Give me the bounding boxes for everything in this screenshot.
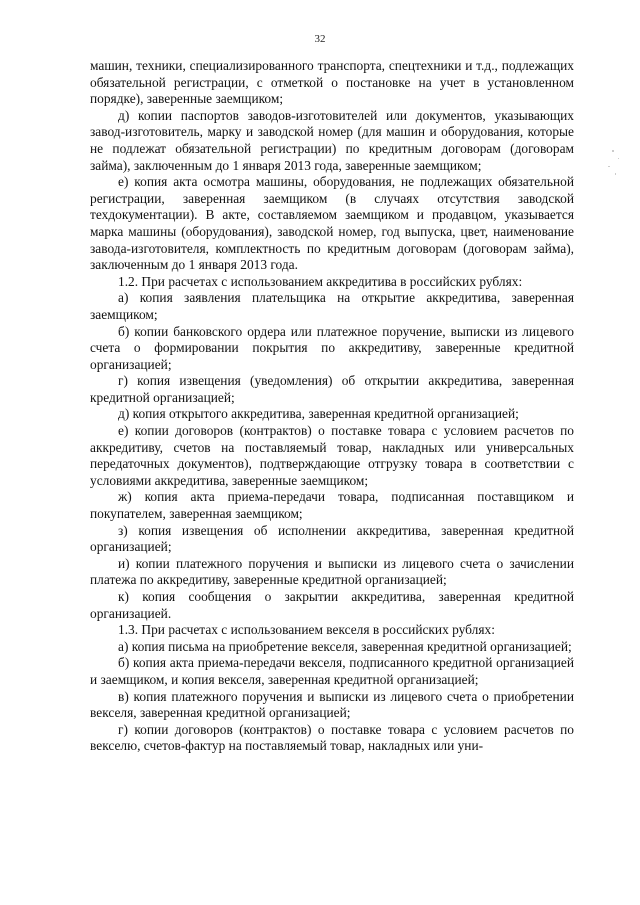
paragraph-item-b2: б) копия акта приема-передачи векселя, подписанного кредитной организацией и заемщиком, и копия векселя, заверенная кредитной организацией;	[90, 655, 574, 687]
scan-speck	[608, 166, 610, 167]
paragraph-item-g2: г) копии договоров (контрактов) о поставке товара с условием расчетов по векселю, счетов-фактур на поставляемый товар, накладных или уни-	[90, 721, 574, 754]
paragraph-item-g: г) копия извещения (уведомления) об открытии аккредитива, заверенная кредитной организацией;	[90, 373, 574, 405]
scan-speck	[618, 158, 619, 159]
paragraph-item-a: а) копия заявления плательщика на открытие аккредитива, заверенная заемщиком;	[90, 290, 574, 322]
paragraph-item-i: и) копии платежного поручения и выписки из лицевого счета о зачислении платежа по аккредитиву, заверенные кредитной организацией;	[90, 555, 574, 588]
paragraph-item-e: е) копия акта осмотра машины, оборудования, не подлежащих обязательной регистрации, заверенная заемщиком (в случаях отсутствия заводской техдокументации). В акте, составляемом заемщиком и продавцом, указывается марка машины (оборудования), заводской номер, год выпуска, цвет, наименование завода-изготовителя, комплектность по кредитным договорам (договорам займа), заключенным до 1 января 2013 года.	[90, 174, 574, 273]
paragraph-item-v: в) копия платежного поручения и выписки из лицевого счета о приобретении векселя, заверенная кредитной организацией;	[90, 688, 574, 721]
body-text	[90, 58, 574, 755]
paragraph-item-e2: е) копии договоров (контрактов) о поставке товара с условием расчетов по аккредитиву, счетов на поставляемый товар, накладных или универсальных передаточных документов), подтверждающие отгрузку товара в соответствии с условиями аккредитива, заверенные заемщиком;	[90, 423, 574, 488]
paragraph-item-a2: а) копия письма на приобретение векселя, заверенная кредитной организацией;	[118, 638, 572, 654]
paragraph-item-d: д) копии паспортов заводов-изготовителей или документов, указывающих завод-изготовитель, марку и заводской номер (для машин и оборудования, которые не подлежат обязательной регистрации) по кредитным договорам (договорам займа), заключенным до 1 января 2013 года, заверенные заемщиком;	[90, 107, 574, 173]
paragraph-item-d2: д) копия открытого аккредитива, заверенная кредитной организацией;	[118, 406, 519, 422]
section-heading-1-2: 1.2. При расчетах с использованием аккредитива в российских рублях:	[118, 273, 523, 289]
paragraph-item-b: б) копии банковского ордера или платежное поручение, выписки из лицевого счета о формировании покрытия по аккредитиву, заверенные кредитной организацией;	[90, 323, 574, 372]
scan-speck	[612, 150, 614, 152]
paragraph-item-z: з) копия извещения об исполнении аккредитива, заверенная кредитной организацией;	[90, 522, 574, 555]
paragraph-continuation: машин, техники, специализированного транспорта, спецтехники и т.д., подлежащих обязательной регистрации, с отметкой о постановке на учет в установленном порядке), заверенные заемщиком;	[90, 58, 574, 107]
paragraph-item-zh: ж) копия акта приема-передачи товара, подписанная поставщиком и покупателем, заверенная заемщиком;	[90, 489, 574, 522]
paragraph-item-k: к) копия сообщения о закрытии аккредитива, заверенная кредитной организацией.	[90, 589, 574, 621]
section-heading-1-3: 1.3. При расчетах с использованием векселя в российских рублях:	[118, 622, 495, 638]
page-number: 32	[314, 33, 326, 45]
scan-speck	[615, 173, 616, 175]
